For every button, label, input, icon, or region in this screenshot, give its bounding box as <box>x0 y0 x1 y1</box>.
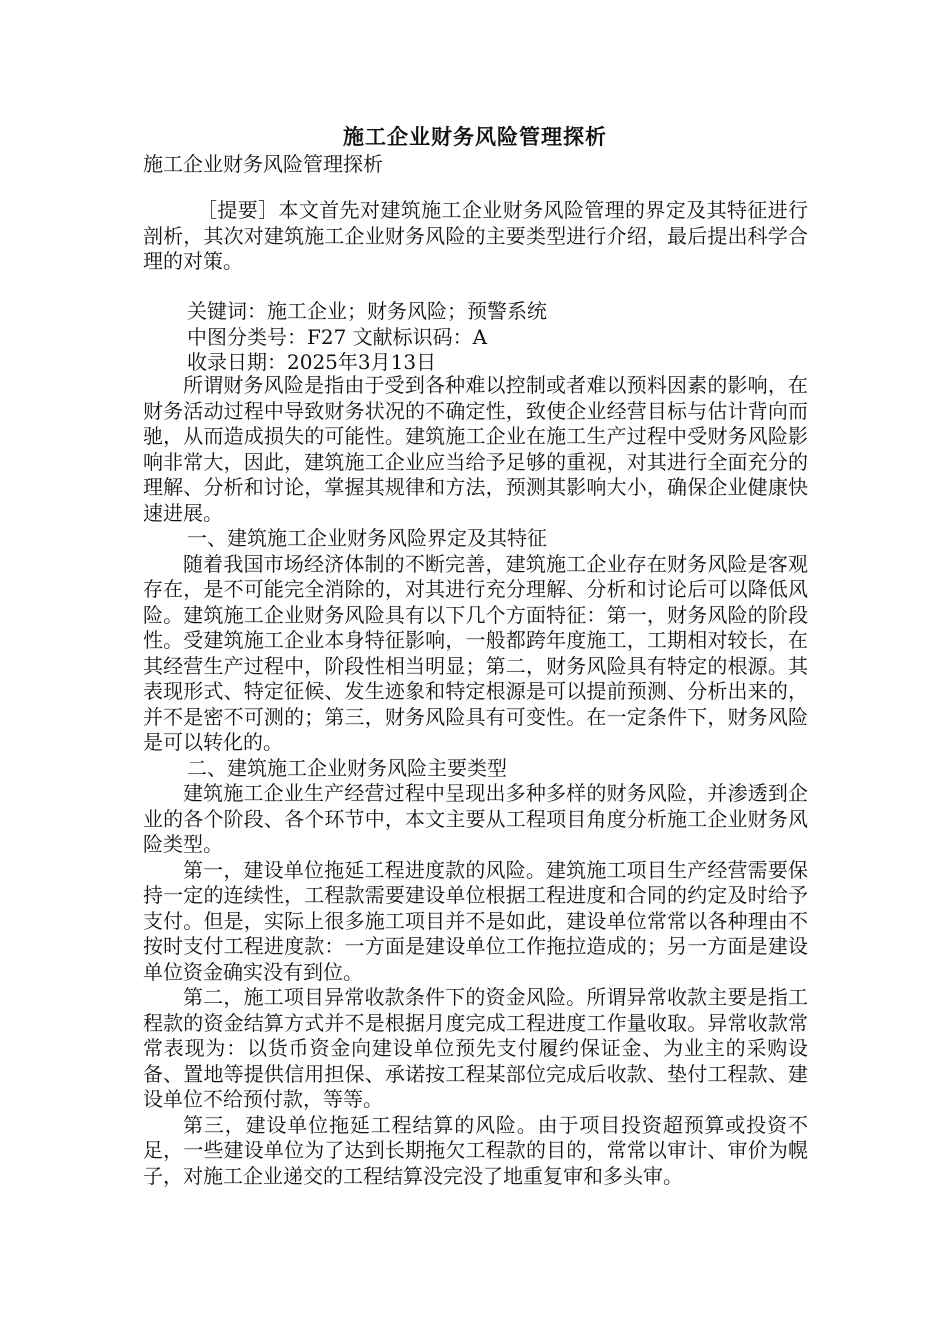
body-text <box>143 373 808 1189</box>
paragraph: 第二，施工项目异常收款条件下的资金风险。所谓异常收款主要是指工程款的资金结算方式并不是根据月度完成工程进度工作量收取。异常收款常常表现为：以货币资金向建设单位预先支付履约保证金、为业主的采购设备、置地等提供信用担保、承诺按工程某部位完成后收款、垫付工程款、建设单位不给预付款，等等。 <box>143 985 808 1111</box>
paragraph: 随着我国市场经济体制的不断完善，建筑施工企业存在财务风险是客观存在，是不可能完全消除的，对其进行充分理解、分析和讨论后可以降低风险。建筑施工企业财务风险具有以下几个方面特征：第一，财务风险的阶段性。受建筑施工企业本身特征影响，一般都跨年度施工，工期相对较长，在其经营生产过程中，阶段性相当明显；第二，财务风险具有特定的根源。其表现形式、特定征候、发生迹象和特定根源是可以提前预测、分析出来的，并不是密不可测的；第三，财务风险具有可变性。在一定条件下，财务风险是可以转化的。 <box>143 551 808 754</box>
paragraph: 所谓财务风险是指由于受到各种难以控制或者难以预料因素的影响，在财务活动过程中导致财务状况的不确定性，致使企业经营目标与估计背向而驰，从而造成损失的可能性。建筑施工企业在施工生产过程中受财务风险影响非常大，因此，建筑施工企业应当给予足够的重视，对其进行全面充分的理解、分析和讨论，掌握其规律和方法，预测其影响大小，确保企业健康快速进展。 <box>143 373 808 525</box>
document-subtitle: 施工企业财务风险管理探析 <box>143 152 383 176</box>
section-heading: 一、建筑施工企业财务风险界定及其特征 <box>187 526 547 550</box>
paragraph: 第三，建设单位拖延工程结算的风险。由于项目投资超预算或投资不足，一些建设单位为了达到长期拖欠工程款的目的，常常以审计、审价为幌子，对施工企业递交的工程结算没完没了地重复审和多头审。 <box>143 1112 808 1188</box>
received-date: 收录日期：2025年3月13日 <box>187 350 437 374</box>
abstract: ［提要］本文首先对建筑施工企业财务风险管理的界定及其特征进行剖析，其次对建筑施工企业财务风险的主要类型进行介绍，最后提出科学合理的对策。 <box>143 198 808 273</box>
keywords: 关键词：施工企业；财务风险；预警系统 <box>187 299 547 323</box>
metadata-block <box>143 299 808 376</box>
paragraph: 建筑施工企业生产经营过程中呈现出多种多样的财务风险，并渗透到企业的各个阶段、各个环节中，本文主要从工程项目角度分析施工企业财务风险类型。 <box>143 781 808 856</box>
classification-code: 中图分类号：F27 文献标识码：A <box>187 324 488 349</box>
section-heading: 二、建筑施工企业财务风险主要类型 <box>187 755 507 780</box>
paragraph: 第一，建设单位拖延工程进度款的风险。建筑施工项目生产经营需要保持一定的连续性，工程款需要建设单位根据工程进度和合同的约定及时给予支付。但是，实际上很多施工项目并不是如此，建设单位常常以各种理由不按时支付工程进度款：一方面是建设单位工作拖拉造成的；另一方面是建设单位资金确实没有到位。 <box>143 857 808 984</box>
document-title: 施工企业财务风险管理探析 <box>343 124 607 149</box>
